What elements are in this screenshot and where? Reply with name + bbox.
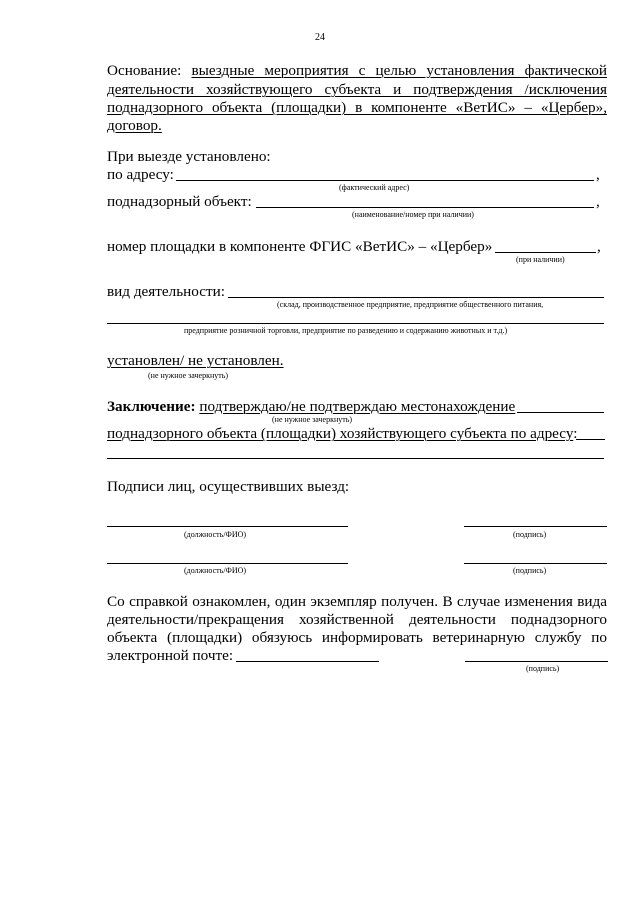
conclusion-label: Заключение: (107, 398, 196, 415)
ack-signature-field-line[interactable] (465, 661, 608, 662)
basis-line-4: договор. (107, 117, 162, 134)
conclusion-field-line-2[interactable] (576, 439, 605, 440)
signature-hint-2: (подпись) (513, 566, 547, 575)
site-hint: (при наличии) (516, 255, 565, 264)
ack-line-2: деятельности/прекращения хозяйственной деятельности поднадзорного (107, 611, 607, 628)
site-field-line[interactable] (495, 252, 596, 253)
activity-label: вид деятельности: (107, 283, 225, 300)
ack-line-4: электронной почте: (107, 647, 234, 664)
ack-line-3: объекта (площадки) обязуюсь информировать ветеринарную службу по (107, 629, 607, 646)
status-hint: (не нужное зачеркнуть) (148, 371, 229, 380)
activity-hint-1: (склад, производственное предприятие, предприятие общественного питания, (277, 300, 544, 309)
site-label: номер площадки в компоненте ФГИС «ВетИС» – «Цербер» (107, 238, 493, 255)
conclusion-line-1 (107, 398, 515, 416)
page-number: 24 (315, 32, 325, 43)
basis-line-3: поднадзорного объекта (площадки) в компоненте «ВетИС» – «Цербер», (107, 99, 607, 116)
site-comma: , (597, 238, 601, 255)
established-label: При выезде установлено: (107, 148, 271, 165)
signature-field-line-1[interactable] (464, 526, 607, 527)
basis-line-1 (107, 62, 607, 80)
address-comma: , (596, 166, 600, 183)
activity-hint-2: предприятие розничной торговли, предприятие по разведению и содержанию животных и т.д.) (184, 326, 508, 335)
address-field-line[interactable] (176, 180, 594, 181)
basis-line-2: деятельности хозяйствующего субъекта и подтверждения /исключения (107, 81, 607, 98)
basis-text-1: выездные мероприятия с целью установления фактической (191, 62, 607, 79)
position-field-line-2[interactable] (107, 563, 348, 564)
conclusion-line-2: поднадзорного объекта (площадки) хозяйствующего субъекта по адресу: (107, 425, 578, 442)
email-field-line[interactable] (236, 661, 379, 662)
position-hint-2: (должность/ФИО) (184, 566, 247, 575)
conclusion-field-line-3[interactable] (107, 458, 604, 459)
conclusion-text-2: поднадзорного объекта (площадки) хозяйствующего субъекта по адресу (107, 425, 574, 442)
position-hint-1: (должность/ФИО) (184, 530, 247, 539)
position-field-line-1[interactable] (107, 526, 348, 527)
ack-line-1: Со справкой ознакомлен, один экземпляр получен. В случае изменения вида (107, 593, 607, 610)
signature-hint-1: (подпись) (513, 530, 547, 539)
address-hint: (фактический адрес) (339, 183, 410, 192)
basis-label: Основание: (107, 62, 182, 79)
address-label: по адресу: (107, 166, 174, 183)
object-hint: (наименование/номер при наличии) (352, 210, 474, 219)
conclusion-field-line-1[interactable] (517, 412, 604, 413)
object-label: поднадзорный объект: (107, 193, 252, 210)
activity-field-line-2[interactable] (107, 323, 604, 324)
conclusion-hint: (не нужное зачеркнуть) (272, 415, 353, 424)
object-comma: , (596, 193, 600, 210)
signatures-title: Подписи лиц, осуществивших выезд: (107, 478, 350, 495)
status-text: установлен/ не установлен. (107, 352, 284, 369)
conclusion-text-1: подтверждаю/не подтверждаю местонахождение (199, 398, 516, 415)
ack-signature-hint: (подпись) (526, 664, 560, 673)
activity-field-line-1[interactable] (228, 297, 604, 298)
signature-field-line-2[interactable] (464, 563, 607, 564)
object-field-line[interactable] (256, 207, 594, 208)
